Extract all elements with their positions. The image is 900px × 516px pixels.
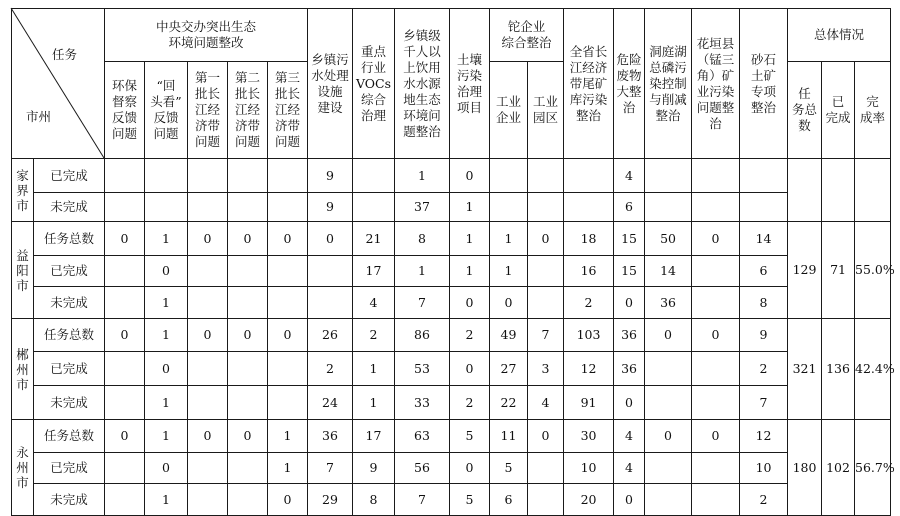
table-cell xyxy=(528,193,564,222)
table-cell: 4 xyxy=(353,287,395,319)
table-cell xyxy=(228,484,268,516)
overall-header: 总体情况 xyxy=(788,9,891,62)
overall-sub-header: 任 务总 数 xyxy=(788,62,822,159)
table-cell: 36 xyxy=(614,319,645,352)
table-cell xyxy=(740,159,788,193)
thallium-sub-header: 工业 企业 xyxy=(490,62,528,159)
table-cell: 1 xyxy=(145,287,188,319)
city-name: 家 界 市 xyxy=(12,159,34,222)
central-sub-header: 环保 督察 反馈 问题 xyxy=(105,62,145,159)
row-label: 已完成 xyxy=(34,352,105,386)
table-cell: 36 xyxy=(308,420,353,453)
table-cell: 8 xyxy=(395,222,450,256)
table-cell: 1 xyxy=(145,386,188,420)
table-cell xyxy=(188,386,228,420)
table-cell xyxy=(692,484,740,516)
table-cell: 0 xyxy=(645,319,692,352)
table-cell xyxy=(645,352,692,386)
table-cell: 0 xyxy=(188,319,228,352)
table-cell: 7 xyxy=(395,287,450,319)
table-cell: 0 xyxy=(145,256,188,287)
table-cell: 1 xyxy=(490,256,528,287)
central-sub-header: 第三 批长 江经 济带 问题 xyxy=(268,62,308,159)
water-header: 乡镇级 千人以 上饮用 水水源 地生态 环境问 题整治 xyxy=(395,9,450,159)
table-cell: 0 xyxy=(228,420,268,453)
table-cell: 0 xyxy=(308,222,353,256)
table-cell xyxy=(228,352,268,386)
table-cell: 2 xyxy=(740,484,788,516)
table-cell: 0 xyxy=(450,352,490,386)
table-cell: 10 xyxy=(564,453,614,484)
dongting-header: 洞庭湖 总磷污 染控制 与削减 整治 xyxy=(645,9,692,159)
table-cell xyxy=(528,287,564,319)
table-cell: 6 xyxy=(490,484,528,516)
table-cell: 29 xyxy=(308,484,353,516)
table-cell: 2 xyxy=(564,287,614,319)
table-cell: 0 xyxy=(614,484,645,516)
table-cell xyxy=(268,352,308,386)
table-cell: 37 xyxy=(395,193,450,222)
table-cell: 12 xyxy=(564,352,614,386)
table-cell: 53 xyxy=(395,352,450,386)
table-cell xyxy=(188,352,228,386)
overall-rate xyxy=(855,159,891,222)
table-cell: 1 xyxy=(145,420,188,453)
table-cell: 17 xyxy=(353,256,395,287)
table-cell xyxy=(528,256,564,287)
table-cell: 0 xyxy=(645,420,692,453)
table-cell: 0 xyxy=(450,159,490,193)
table-cell: 22 xyxy=(490,386,528,420)
table-row xyxy=(12,352,891,386)
table-row xyxy=(12,484,891,516)
table-cell: 50 xyxy=(645,222,692,256)
row-label: 未完成 xyxy=(34,193,105,222)
table-cell xyxy=(228,453,268,484)
vocs-header: 重点 行业 VOCs 综合 治理 xyxy=(353,9,395,159)
row-label: 任务总数 xyxy=(34,420,105,453)
table-cell xyxy=(268,256,308,287)
huayuan-header: 花垣县 （锰三 角）矿 业污染 问题整 治 xyxy=(692,9,740,159)
table-cell: 17 xyxy=(353,420,395,453)
table-cell: 36 xyxy=(614,352,645,386)
table-cell xyxy=(268,159,308,193)
table-cell: 4 xyxy=(614,159,645,193)
table-cell: 4 xyxy=(528,386,564,420)
table-cell: 1 xyxy=(145,222,188,256)
table-cell xyxy=(188,159,228,193)
row-label: 未完成 xyxy=(34,287,105,319)
table-cell: 1 xyxy=(450,256,490,287)
table-cell xyxy=(145,193,188,222)
table-cell xyxy=(645,159,692,193)
table-cell: 1 xyxy=(268,420,308,453)
table-cell: 0 xyxy=(692,420,740,453)
table-cell: 0 xyxy=(268,319,308,352)
table-cell: 63 xyxy=(395,420,450,453)
table-cell: 11 xyxy=(490,420,528,453)
table-cell: 15 xyxy=(614,222,645,256)
city-name: 郴 州 市 xyxy=(12,319,34,420)
table-cell xyxy=(490,193,528,222)
table-cell: 12 xyxy=(740,420,788,453)
table-cell: 0 xyxy=(188,222,228,256)
table-row xyxy=(12,159,891,193)
table-cell: 1 xyxy=(145,484,188,516)
table-cell xyxy=(353,193,395,222)
table-cell: 0 xyxy=(692,222,740,256)
central-sub-header: 第二 批长 江经 济带 问题 xyxy=(228,62,268,159)
table-cell xyxy=(564,159,614,193)
overall-rate: 55.0% xyxy=(855,222,891,319)
table-cell xyxy=(528,453,564,484)
table-cell: 0 xyxy=(228,319,268,352)
overall-done: 71 xyxy=(822,222,855,319)
table-cell: 0 xyxy=(228,222,268,256)
table-cell: 6 xyxy=(740,256,788,287)
table-cell: 0 xyxy=(188,420,228,453)
table-row xyxy=(12,319,891,352)
table-cell: 1 xyxy=(395,159,450,193)
table-cell: 0 xyxy=(614,386,645,420)
table-cell: 0 xyxy=(268,484,308,516)
table-cell: 7 xyxy=(740,386,788,420)
table-cell: 0 xyxy=(450,287,490,319)
central-header: 中央交办突出生态 环境问题整改 xyxy=(105,9,308,62)
table-cell: 1 xyxy=(353,352,395,386)
table-cell: 2 xyxy=(353,319,395,352)
table-cell: 1 xyxy=(490,222,528,256)
table-cell: 26 xyxy=(308,319,353,352)
table-cell xyxy=(564,193,614,222)
overall-total: 321 xyxy=(788,319,822,420)
table-cell xyxy=(692,193,740,222)
overall-done: 136 xyxy=(822,319,855,420)
row-label: 已完成 xyxy=(34,453,105,484)
row-label: 已完成 xyxy=(34,256,105,287)
table-cell xyxy=(228,256,268,287)
table-cell xyxy=(228,159,268,193)
table-cell: 36 xyxy=(645,287,692,319)
table-cell: 1 xyxy=(268,453,308,484)
table-cell xyxy=(490,159,528,193)
corner-task-label: 任务 xyxy=(52,47,78,62)
overall-total: 129 xyxy=(788,222,822,319)
table-cell xyxy=(353,159,395,193)
sand-header: 砂石 土矿 专项 整治 xyxy=(740,9,788,159)
table-cell: 1 xyxy=(145,319,188,352)
table-cell: 4 xyxy=(614,420,645,453)
table-cell: 1 xyxy=(353,386,395,420)
overall-rate: 42.4% xyxy=(855,319,891,420)
table-cell: 14 xyxy=(645,256,692,287)
table-cell xyxy=(105,453,145,484)
thallium-header: 铊企业 综合整治 xyxy=(490,9,564,62)
table-cell: 30 xyxy=(564,420,614,453)
overall-done xyxy=(822,159,855,222)
table-row xyxy=(12,193,891,222)
table-cell xyxy=(105,287,145,319)
table-cell: 56 xyxy=(395,453,450,484)
table-cell: 0 xyxy=(692,319,740,352)
hazardous-header: 危险 废物 大整 治 xyxy=(614,9,645,159)
thallium-sub-header: 工业 园区 xyxy=(528,62,564,159)
table-cell: 9 xyxy=(353,453,395,484)
table-row xyxy=(12,222,891,256)
table-cell: 16 xyxy=(564,256,614,287)
overall-total xyxy=(788,159,822,222)
table-cell: 103 xyxy=(564,319,614,352)
table-cell: 0 xyxy=(105,222,145,256)
table-cell xyxy=(105,484,145,516)
table-cell: 10 xyxy=(740,453,788,484)
table-cell xyxy=(692,256,740,287)
table-cell xyxy=(228,287,268,319)
table-cell xyxy=(645,386,692,420)
table-cell xyxy=(105,386,145,420)
overall-sub-header: 完 成率 xyxy=(855,62,891,159)
table-cell: 9 xyxy=(308,193,353,222)
table-cell xyxy=(645,193,692,222)
tailings-header: 全省长 江经济 带尾矿 库污染 整治 xyxy=(564,9,614,159)
table-cell: 2 xyxy=(450,319,490,352)
table-cell xyxy=(692,453,740,484)
table-cell xyxy=(105,193,145,222)
table-cell: 49 xyxy=(490,319,528,352)
table-cell xyxy=(692,159,740,193)
rectification-table xyxy=(11,8,895,516)
table-cell xyxy=(740,193,788,222)
row-label: 未完成 xyxy=(34,484,105,516)
table-cell: 21 xyxy=(353,222,395,256)
overall-done: 102 xyxy=(822,420,855,516)
table-cell: 1 xyxy=(395,256,450,287)
table-cell xyxy=(528,484,564,516)
table-cell xyxy=(268,193,308,222)
row-label: 任务总数 xyxy=(34,319,105,352)
table-row xyxy=(12,420,891,453)
corner-cell xyxy=(12,9,105,159)
table-cell: 8 xyxy=(740,287,788,319)
table-cell: 14 xyxy=(740,222,788,256)
header-row-1 xyxy=(12,9,891,62)
table-cell: 3 xyxy=(528,352,564,386)
table-cell: 0 xyxy=(145,352,188,386)
overall-rate: 56.7% xyxy=(855,420,891,516)
table-cell: 20 xyxy=(564,484,614,516)
table-row xyxy=(12,453,891,484)
table-cell: 91 xyxy=(564,386,614,420)
row-label: 未完成 xyxy=(34,386,105,420)
overall-sub-header: 已 完成 xyxy=(822,62,855,159)
table-cell xyxy=(228,386,268,420)
table-cell xyxy=(228,193,268,222)
central-sub-header: 第一 批长 江经 济带 问题 xyxy=(188,62,228,159)
table-cell: 1 xyxy=(450,193,490,222)
table-cell: 24 xyxy=(308,386,353,420)
table-cell: 5 xyxy=(490,453,528,484)
table-cell xyxy=(645,484,692,516)
table-cell: 27 xyxy=(490,352,528,386)
table-cell xyxy=(105,352,145,386)
table-row xyxy=(12,256,891,287)
table-cell: 2 xyxy=(450,386,490,420)
table-cell: 4 xyxy=(614,453,645,484)
table-cell xyxy=(692,386,740,420)
table-cell xyxy=(145,159,188,193)
table-cell xyxy=(105,256,145,287)
table-cell xyxy=(188,484,228,516)
table-cell: 5 xyxy=(450,484,490,516)
corner-city-label: 市州 xyxy=(26,109,52,124)
table-cell: 0 xyxy=(105,319,145,352)
table-cell: 9 xyxy=(740,319,788,352)
table-cell xyxy=(308,256,353,287)
table-cell: 5 xyxy=(450,420,490,453)
row-label: 任务总数 xyxy=(34,222,105,256)
row-label: 已完成 xyxy=(34,159,105,193)
table-cell: 0 xyxy=(614,287,645,319)
overall-total: 180 xyxy=(788,420,822,516)
table-cell: 1 xyxy=(450,222,490,256)
central-sub-header: “回 头看” 反馈 问题 xyxy=(145,62,188,159)
table-cell: 9 xyxy=(308,159,353,193)
table-cell: 7 xyxy=(308,453,353,484)
table-cell xyxy=(308,287,353,319)
table-cell xyxy=(188,193,228,222)
table-cell xyxy=(268,287,308,319)
table-cell: 15 xyxy=(614,256,645,287)
table-cell: 2 xyxy=(308,352,353,386)
table-cell xyxy=(188,287,228,319)
table-cell: 0 xyxy=(490,287,528,319)
table-cell: 2 xyxy=(740,352,788,386)
table-cell: 0 xyxy=(528,222,564,256)
table-cell: 0 xyxy=(450,453,490,484)
sewage-header: 乡镇污 水处理 设施 建设 xyxy=(308,9,353,159)
city-name: 永 州 市 xyxy=(12,420,34,516)
table-cell xyxy=(268,386,308,420)
table-cell: 0 xyxy=(268,222,308,256)
table-cell xyxy=(692,352,740,386)
table-cell xyxy=(645,453,692,484)
table-cell xyxy=(105,159,145,193)
soil-header: 土壤 污染 治理 项目 xyxy=(450,9,490,159)
table-cell xyxy=(692,287,740,319)
table-cell: 18 xyxy=(564,222,614,256)
table-cell: 6 xyxy=(614,193,645,222)
table-cell xyxy=(188,453,228,484)
table-cell: 7 xyxy=(395,484,450,516)
table-cell xyxy=(188,256,228,287)
table-cell: 33 xyxy=(395,386,450,420)
table-cell: 0 xyxy=(528,420,564,453)
table-row xyxy=(12,287,891,319)
table-cell: 7 xyxy=(528,319,564,352)
table-row xyxy=(12,386,891,420)
table-cell: 86 xyxy=(395,319,450,352)
table-cell: 0 xyxy=(105,420,145,453)
table-cell xyxy=(528,159,564,193)
table-cell: 0 xyxy=(145,453,188,484)
city-name: 益 阳 市 xyxy=(12,222,34,319)
table-cell: 8 xyxy=(353,484,395,516)
